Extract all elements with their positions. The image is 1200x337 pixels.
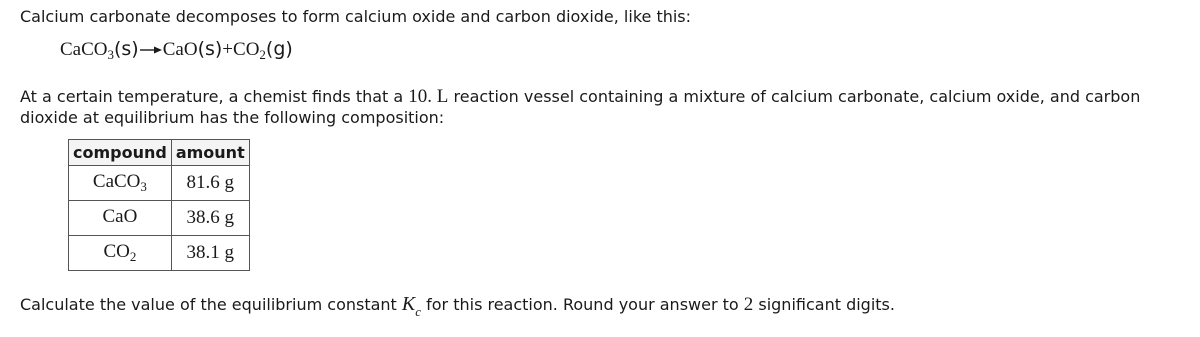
- table-header-row: [69, 140, 250, 166]
- question-text: Calculate the value of the equilibrium constant $K_c$ for this reaction. Round your answer to 2 significant digits.: [20, 293, 895, 319]
- amount-cell: 81.6 g: [171, 166, 249, 201]
- product1-state: (s): [197, 38, 223, 60]
- header-compound: compound: [69, 140, 172, 166]
- table-row: [69, 201, 250, 236]
- chemical-equation: [60, 38, 293, 63]
- equilibrium-constant-symbol: $K_c$: [401, 293, 422, 319]
- table-row: [69, 166, 250, 201]
- composition-table: [68, 139, 250, 271]
- amount-cell: 38.6 g: [171, 201, 249, 236]
- compound-cell: CaO: [69, 201, 172, 236]
- reaction-arrow-icon: [140, 45, 162, 55]
- compound-cell: $CO_2$: [69, 236, 172, 271]
- product1-formula: CaO: [162, 39, 198, 60]
- product2-state: (g): [265, 38, 293, 60]
- header-amount: amount: [171, 140, 249, 166]
- reactant-formula: CaCO$_3$: [60, 39, 114, 62]
- reactant-state: (s): [114, 38, 139, 60]
- table-row: [69, 236, 250, 271]
- plus-sign: +: [222, 39, 234, 60]
- vessel-volume: 10. L: [408, 86, 449, 107]
- compound-cell: CaCO$_3$: [69, 166, 172, 201]
- problem-intro: Calcium carbonate decomposes to form calcium oxide and carbon dioxide, like this:: [20, 7, 692, 26]
- product2-formula: $CO_2$: [233, 39, 266, 62]
- significant-digits-count: 2: [743, 294, 754, 315]
- amount-cell: 38.1 g: [171, 236, 249, 271]
- problem-paragraph: At a certain temperature, a chemist finds that a 10. L reaction vessel containing a mixture of calcium carbonate, calcium oxide, and carbon dioxide at equilibrium has the following composition:: [20, 86, 1141, 127]
